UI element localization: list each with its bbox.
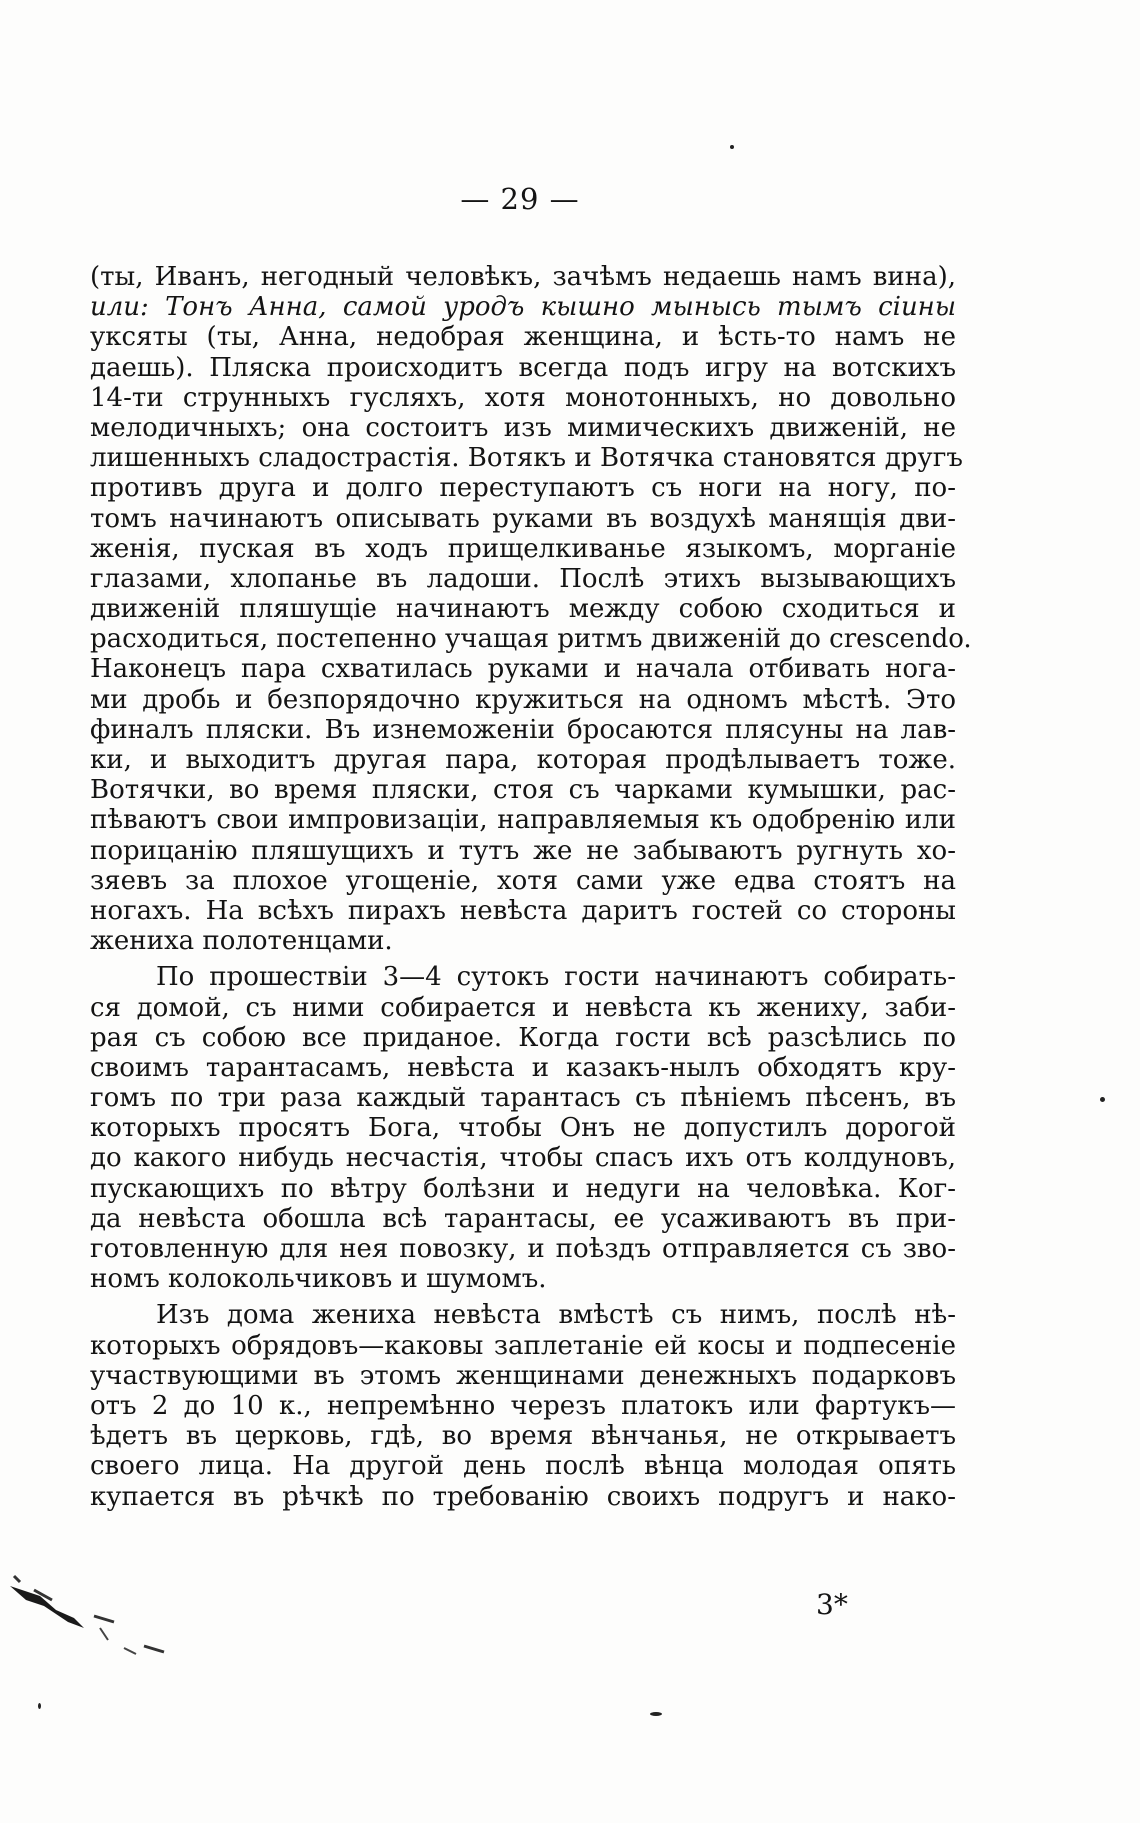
text-line: финалъ пляски. Въ изнеможеніи бросаются плясуны на лав-	[90, 714, 956, 745]
scan-speck	[1100, 1097, 1105, 1102]
text-line: лишенныхъ сладострастія. Вотякъ и Вотячка становятся другъ	[90, 443, 963, 474]
text-line: да невѣста обошла всѣ тарантасы, ее усаживаютъ въ при-	[90, 1203, 956, 1234]
scan-speck	[730, 145, 734, 149]
text-line: 14-ти струнныхъ гусляхъ, хотя монотонныхъ, но довольно	[90, 382, 956, 413]
paragraph	[90, 1300, 956, 1511]
scan-speck	[650, 1712, 662, 1716]
paragraph	[90, 962, 956, 1294]
text-line: По прошествіи 3—4 сутокъ гости начинаютъ собирать-	[156, 962, 956, 993]
text-line: Наконецъ пара схватилась руками и начала отбивать нога-	[90, 654, 956, 685]
body-text	[90, 262, 972, 1512]
text-line: порицанію пляшущихъ и тутъ же не забываютъ ругнуть хо-	[90, 835, 956, 866]
text-line: Вотячки, во время пляски, стоя съ чарками кумышки, рас-	[90, 775, 956, 806]
text-line: томъ начинаютъ описывать руками въ воздухѣ манящія дви-	[90, 503, 956, 534]
text-line: до какого нибудь несчастія, чтобы спасъ ихъ отъ колдуновъ,	[90, 1143, 956, 1174]
scan-speck	[38, 1703, 41, 1709]
text-line: глазами, хлопанье въ ладоши. Послѣ этихъ вызывающихъ	[90, 563, 956, 594]
text-line: ки, и выходитъ другая пара, которая продѣлываетъ тоже.	[90, 745, 956, 775]
text-line: готовленную для нея повозку, и поѣздъ отправляется съ зво-	[90, 1234, 956, 1264]
text-line: даешь). Пляска происходитъ всегда подъ игру на вотскихъ	[90, 352, 956, 383]
text-line: рая съ собою все приданое. Когда гости всѣ разсѣлись по	[90, 1022, 956, 1053]
text-line: гомъ по три раза каждый тарантасъ съ пѣніемъ пѣсенъ, въ	[90, 1083, 956, 1114]
paragraph	[90, 262, 972, 957]
text-line: своего лица. На другой день послѣ вѣнца молодая опять	[90, 1451, 956, 1482]
text-line: движеній пляшущіе начинаютъ между собою сходиться и	[90, 594, 956, 625]
text-line: ся домой, съ ними собирается и невѣста къ жениху, заби-	[90, 992, 956, 1023]
text-line: пускающихъ по вѣтру болѣзни и недуги на человѣка. Ког-	[90, 1173, 956, 1204]
signature-mark: 3*	[816, 1588, 848, 1621]
text-line: отъ 2 до 10 к., непремѣнно черезъ платокъ или фартукъ—	[90, 1390, 956, 1421]
text-line: купается въ рѣчкѣ по требованію своихъ подругъ и нако-	[90, 1481, 956, 1512]
text-line: жениха полотенцами.	[90, 926, 393, 957]
text-line: ногахъ. На всѣхъ пирахъ невѣста даритъ гостей со стороны	[90, 895, 956, 926]
text-line: уксяты (ты, Анна, недобрая женщина, и ѣсть-то намъ не	[90, 322, 956, 353]
text-line: Изъ дома жениха невѣста вмѣстѣ съ нимъ, послѣ нѣ-	[156, 1300, 956, 1331]
text-line: участвующими въ этомъ женщинами денежныхъ подарковъ	[90, 1360, 956, 1391]
text-line: ми дробь и безпорядочно кружиться на одномъ мѣстѣ. Это	[90, 684, 956, 715]
text-line: (ты, Иванъ, негодный человѣкъ, зачѣмъ недаешь намъ вина),	[90, 262, 956, 292]
text-line: или: Тонъ Анна, самой уродъ кышно мынысь тымъ сіины	[90, 292, 956, 323]
text-line: которыхъ обрядовъ—каковы заплетаніе ей косы и подпесеніе	[90, 1330, 956, 1361]
text-line: ѣдетъ въ церковь, гдѣ, во время вѣнчанья, не открываетъ	[90, 1421, 956, 1452]
text-line: номъ колокольчиковъ и шумомъ.	[90, 1264, 547, 1295]
text-line: противъ друга и долго переступаютъ съ ноги на ногу, по-	[90, 473, 956, 504]
text-line: мелодичныхъ; она состоитъ изъ мимическихъ движеній, не	[90, 412, 956, 443]
text-line: расходиться, постепенно учащая ритмъ движеній до crescendo.	[90, 624, 972, 655]
text-line: женія, пуская въ ходъ прищелкиванье языкомъ, морганіе	[90, 533, 956, 564]
text-line: которыхъ просятъ Бога, чтобы Онъ не допустилъ дорогой	[90, 1113, 956, 1144]
text-line: пѣваютъ свои импровизаціи, направляемыя къ одобренію или	[90, 805, 956, 836]
text-line: зяевъ за плохое угощеніе, хотя сами уже едва стоятъ на	[90, 865, 956, 896]
page-number: — 29 —	[460, 182, 580, 216]
text-line: своимъ тарантасамъ, невѣста и казакъ-нылъ обходятъ кру-	[90, 1052, 956, 1083]
scan-smudge	[4, 1556, 194, 1666]
